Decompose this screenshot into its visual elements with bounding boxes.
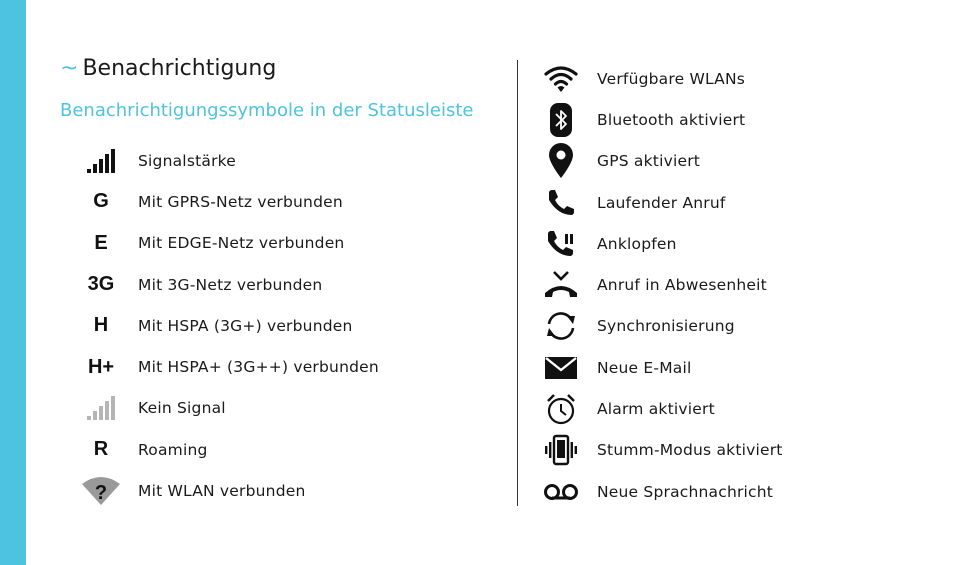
item-label: Mit GPRS-Netz verbunden [138, 192, 343, 211]
alarm-icon [538, 389, 584, 429]
3g-icon: 3G [87, 273, 115, 296]
missed-call-icon [538, 265, 584, 305]
sync-icon [538, 306, 584, 346]
left-icon-list [78, 140, 379, 512]
roaming-icon: R [93, 438, 109, 461]
list-item [538, 471, 783, 512]
list-item [538, 141, 783, 182]
list-item [78, 388, 379, 429]
list-item [78, 470, 379, 511]
list-item [78, 346, 379, 387]
list-item [538, 182, 783, 223]
list-item [78, 223, 379, 264]
item-label: Anklopfen [597, 234, 677, 253]
item-label: Mit 3G-Netz verbunden [138, 275, 323, 294]
item-label: Verfügbare WLANs [597, 69, 746, 88]
wifi-icon [538, 59, 584, 99]
item-label: Neue E-Mail [597, 358, 692, 377]
hspa-icon: H [93, 314, 109, 337]
item-label: Signalstärke [138, 151, 236, 170]
gps-pin-icon [538, 141, 584, 181]
wifi-question-icon [78, 471, 124, 511]
gprs-icon: G [93, 190, 109, 213]
item-label: Neue Sprachnachricht [597, 482, 774, 501]
item-label: Synchronisierung [597, 317, 735, 336]
phone-call-icon [538, 183, 584, 223]
subtitle: Benachrichtigungssymbole in der Statusleiste [60, 100, 474, 121]
edge-icon: E [94, 231, 108, 254]
section-title [60, 56, 276, 81]
call-waiting-icon [538, 224, 584, 264]
list-item [78, 140, 379, 181]
hspa-plus-icon: H+ [87, 355, 115, 378]
list-item [78, 305, 379, 346]
signal-strength-icon [78, 141, 124, 181]
item-label: Mit WLAN verbunden [138, 482, 306, 501]
column-divider [517, 60, 518, 506]
item-label: Bluetooth aktiviert [597, 110, 746, 129]
list-item [538, 388, 783, 429]
voicemail-icon [538, 472, 584, 512]
section-tilde: ~ [60, 56, 79, 81]
list-item [78, 429, 379, 470]
list-item [538, 99, 783, 140]
item-label: Kein Signal [138, 399, 226, 418]
list-item [78, 264, 379, 305]
email-icon [538, 348, 584, 388]
section-title-text: Benachrichtigung [82, 56, 277, 81]
list-item [538, 306, 783, 347]
list-item [538, 58, 783, 99]
vibrate-icon [538, 430, 584, 470]
item-label: Stumm-Modus aktiviert [597, 441, 783, 460]
wifi-question-glyph: ? [94, 482, 108, 505]
list-item [538, 223, 783, 264]
item-label: Laufender Anruf [597, 193, 726, 212]
item-label: Mit HSPA (3G+) verbunden [138, 316, 353, 335]
item-label: GPS aktiviert [597, 152, 701, 171]
list-item [78, 181, 379, 222]
item-label: Anruf in Abwesenheit [597, 276, 767, 295]
right-icon-list [538, 58, 783, 512]
item-label: Mit EDGE-Netz verbunden [138, 234, 345, 253]
item-label: Mit HSPA+ (3G++) verbunden [138, 358, 379, 377]
no-signal-icon [78, 388, 124, 428]
item-label: Roaming [138, 440, 208, 459]
bluetooth-icon [538, 100, 584, 140]
list-item [538, 264, 783, 305]
list-item [538, 347, 783, 388]
item-label: Alarm aktiviert [597, 400, 715, 419]
accent-sidebar [0, 0, 26, 565]
list-item [538, 430, 783, 471]
